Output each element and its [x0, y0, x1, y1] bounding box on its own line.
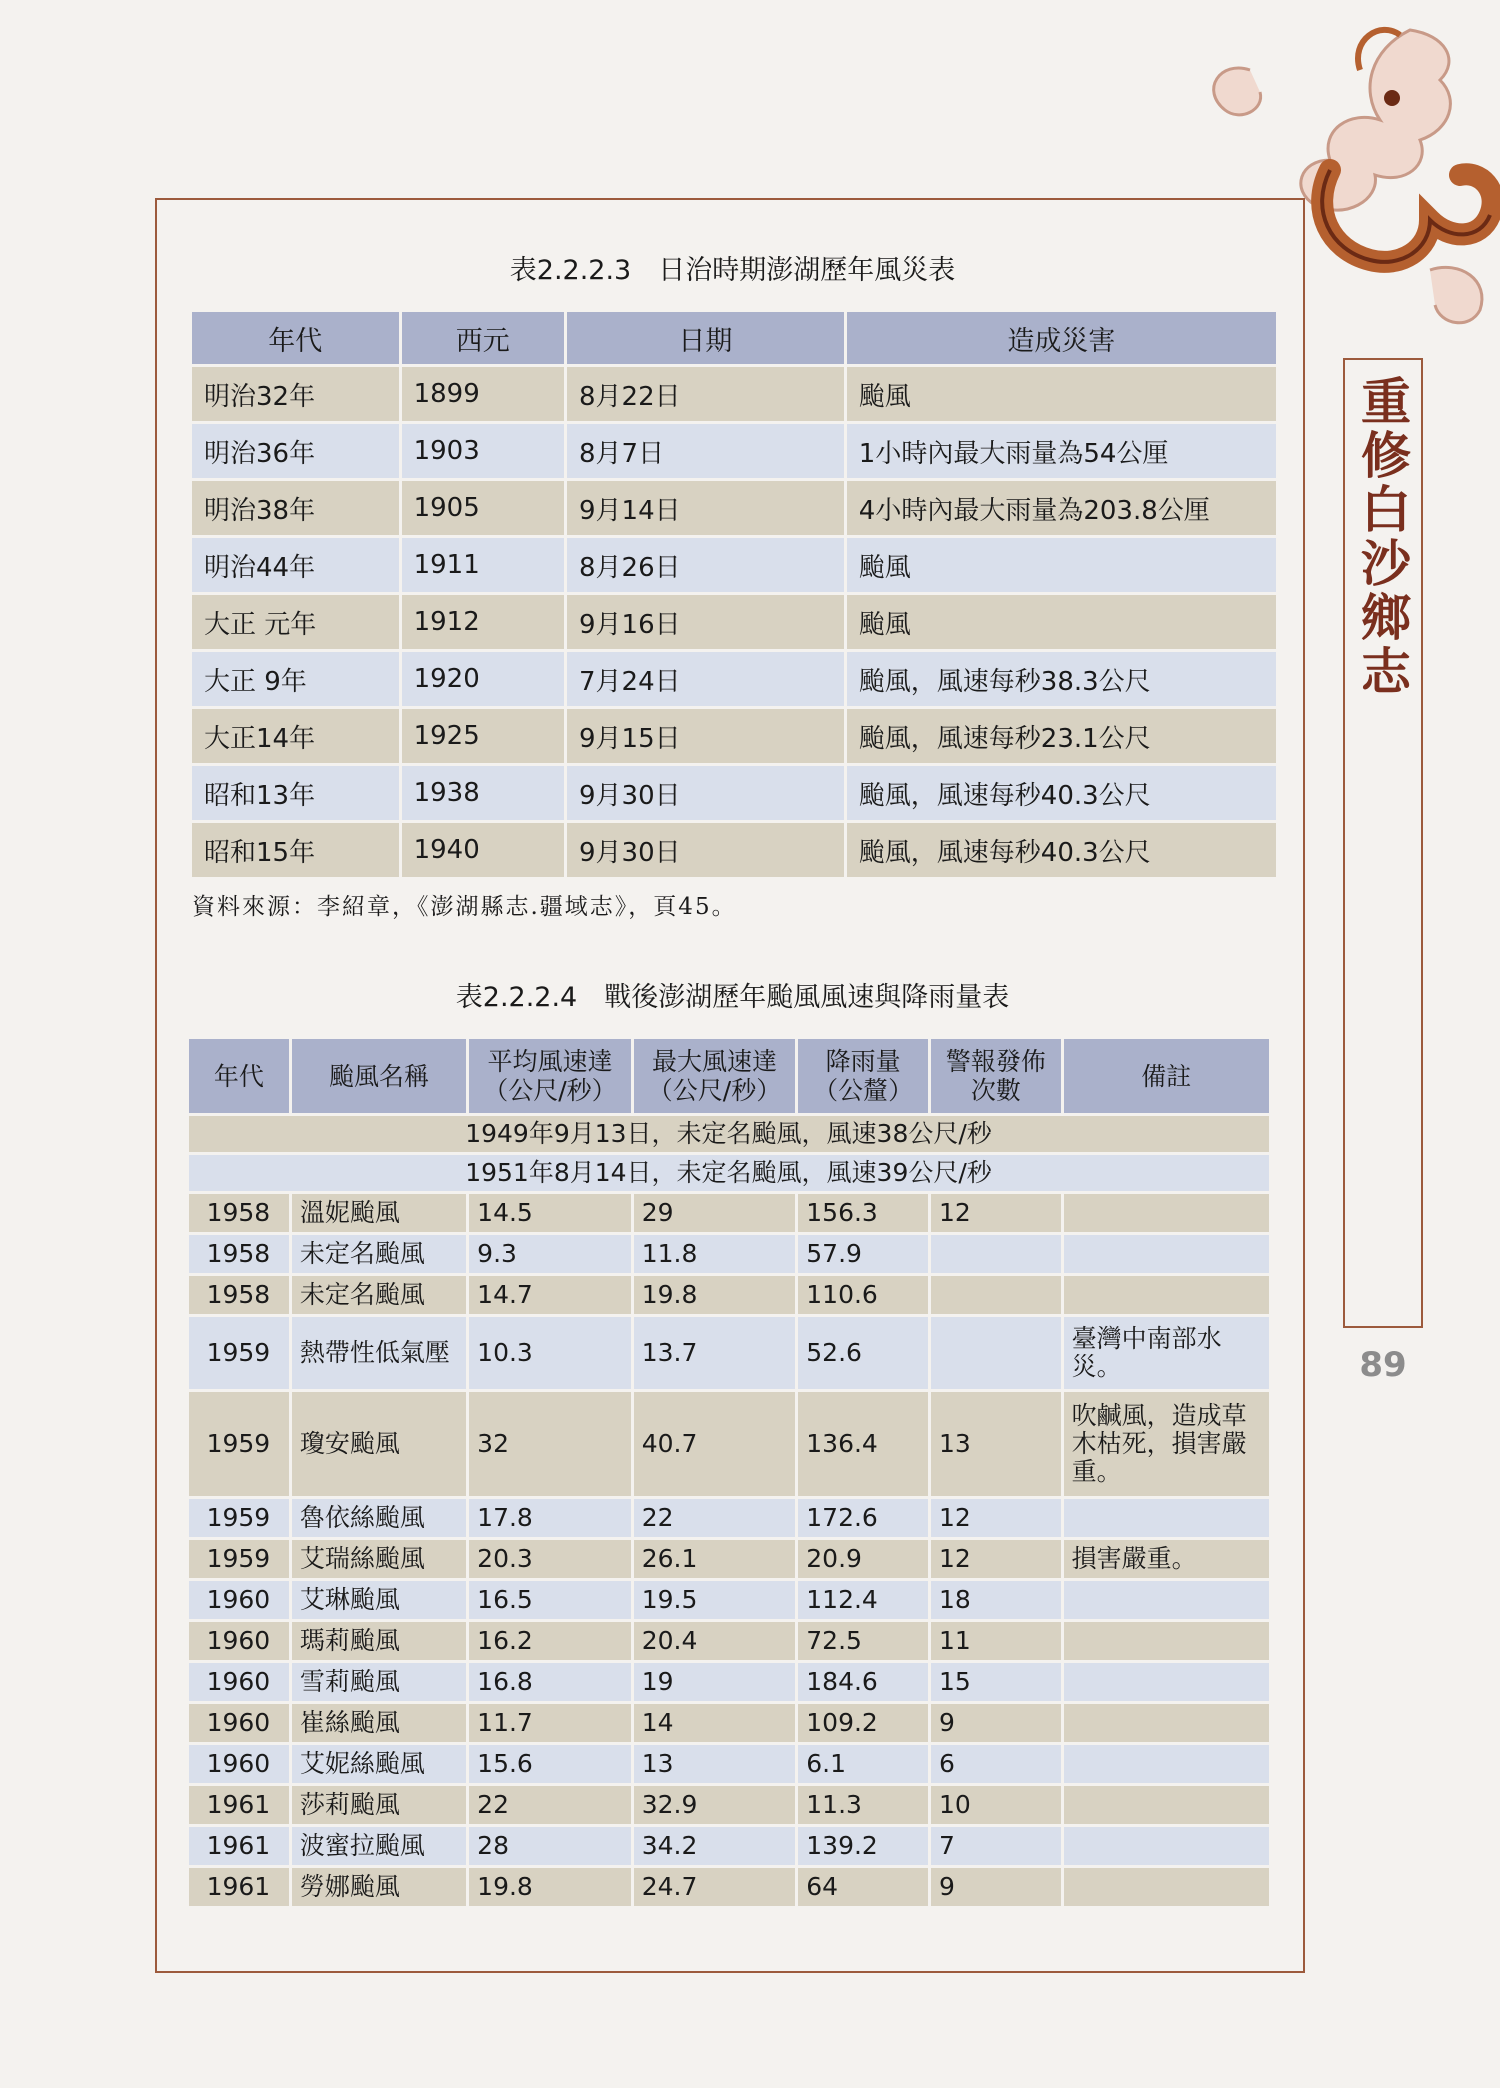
table2-cell — [1064, 1622, 1269, 1660]
table2-cell: 19.5 — [634, 1581, 796, 1619]
table2-cell: 11.3 — [798, 1786, 928, 1824]
table2-cell: 24.7 — [634, 1868, 796, 1906]
table2-header-cell: 年代 — [189, 1039, 289, 1113]
table2-row — [189, 1276, 1269, 1314]
table2-cell: 1959 — [189, 1317, 289, 1389]
table2-cell: 57.9 — [798, 1235, 928, 1273]
table1-cell: 1912 — [402, 595, 564, 649]
table2-cell: 20.3 — [469, 1540, 631, 1578]
table2-row — [189, 1868, 1269, 1906]
table2-cell: 12 — [931, 1540, 1061, 1578]
table1-cell: 明治32年 — [192, 367, 399, 421]
table2-cell: 11.8 — [634, 1235, 796, 1273]
table1-header-cell: 西元 — [402, 312, 564, 364]
table2-cell: 1959 — [189, 1499, 289, 1537]
table2-cell: 184.6 — [798, 1663, 928, 1701]
table2-cell: 22 — [469, 1786, 631, 1824]
table2-cell: 11.7 — [469, 1704, 631, 1742]
table2-cell: 魯依絲颱風 — [292, 1499, 466, 1537]
table1-cell: 9月14日 — [567, 481, 844, 535]
table2-cell: 19 — [634, 1663, 796, 1701]
table2-cell — [1064, 1868, 1269, 1906]
table2-cell — [1064, 1704, 1269, 1742]
table1-cell: 1小時內最大雨量為54公厘 — [847, 424, 1276, 478]
table2-cell: 10 — [931, 1786, 1061, 1824]
table2-cell: 17.8 — [469, 1499, 631, 1537]
table1-cell: 9月30日 — [567, 766, 844, 820]
table2-cell: 112.4 — [798, 1581, 928, 1619]
table2-cell — [1064, 1499, 1269, 1537]
table2-cell: 1960 — [189, 1581, 289, 1619]
table2-cell: 26.1 — [634, 1540, 796, 1578]
table2-cell: 瑪莉颱風 — [292, 1622, 466, 1660]
table2-cell: 64 — [798, 1868, 928, 1906]
table2-span-row — [189, 1155, 1269, 1191]
table2-cell: 熱帶性低氣壓 — [292, 1317, 466, 1389]
table1-row — [192, 652, 1276, 706]
table2-cell: 110.6 — [798, 1276, 928, 1314]
table1-row — [192, 766, 1276, 820]
table2-cell: 15.6 — [469, 1745, 631, 1783]
table1-row — [192, 823, 1276, 877]
table2-cell: 18 — [931, 1581, 1061, 1619]
table2-cell: 9.3 — [469, 1235, 631, 1273]
table2-cell: 勞娜颱風 — [292, 1868, 466, 1906]
table2-cell: 瓊安颱風 — [292, 1392, 466, 1496]
table2-cell: 9 — [931, 1704, 1061, 1742]
table1-row — [192, 424, 1276, 478]
table2-cell: 13 — [634, 1745, 796, 1783]
table2-cell: 20.9 — [798, 1540, 928, 1578]
table2-cell: 7 — [931, 1827, 1061, 1865]
table2-cell: 吹鹹風，造成草木枯死，損害嚴重。 — [1064, 1392, 1269, 1496]
table2-cell: 莎莉颱風 — [292, 1786, 466, 1824]
table2-cell: 臺灣中南部水災。 — [1064, 1317, 1269, 1389]
table2-cell: 1959 — [189, 1540, 289, 1578]
table2-cell: 1960 — [189, 1663, 289, 1701]
table2-cell: 19.8 — [634, 1276, 796, 1314]
table1-cell: 大正 元年 — [192, 595, 399, 649]
table2-cell: 14.5 — [469, 1194, 631, 1232]
table2-cell: 20.4 — [634, 1622, 796, 1660]
table1-cell: 4小時內最大雨量為203.8公厘 — [847, 481, 1276, 535]
table2-row — [189, 1786, 1269, 1824]
table2-cell — [931, 1276, 1061, 1314]
table1-cell: 1911 — [402, 538, 564, 592]
table1-row — [192, 709, 1276, 763]
page-number: 89 — [1359, 1345, 1407, 1385]
table2-cell: 15 — [931, 1663, 1061, 1701]
table2-header-cell: 平均風速達 （公尺/秒） — [469, 1039, 631, 1113]
table1-header-cell: 日期 — [567, 312, 844, 364]
table2-cell — [1064, 1194, 1269, 1232]
table2-cell — [1064, 1581, 1269, 1619]
table2-cell — [1064, 1827, 1269, 1865]
table2-cell: 19.8 — [469, 1868, 631, 1906]
table2-cell: 139.2 — [798, 1827, 928, 1865]
table2-row — [189, 1392, 1269, 1496]
table2-cell: 11 — [931, 1622, 1061, 1660]
table1-cell: 颱風，風速每秒23.1公尺 — [847, 709, 1276, 763]
table1-caption: 表2.2.2.3 日治時期澎湖歷年風災表 — [509, 255, 956, 286]
table2-row — [189, 1663, 1269, 1701]
table1-row — [192, 538, 1276, 592]
book-title: 重修白沙鄉志 — [1353, 375, 1412, 699]
table2-row — [189, 1622, 1269, 1660]
table2-cell — [1064, 1786, 1269, 1824]
table2-cell: 溫妮颱風 — [292, 1194, 466, 1232]
table2-cell: 艾琳颱風 — [292, 1581, 466, 1619]
table2-cell: 1958 — [189, 1194, 289, 1232]
table2-cell: 雪莉颱風 — [292, 1663, 466, 1701]
table2-cell: 1960 — [189, 1704, 289, 1742]
table2-cell: 156.3 — [798, 1194, 928, 1232]
table2-cell: 12 — [931, 1194, 1061, 1232]
table2-cell: 6.1 — [798, 1745, 928, 1783]
table2-row — [189, 1317, 1269, 1389]
table2-cell: 波蜜拉颱風 — [292, 1827, 466, 1865]
table1-cell: 8月7日 — [567, 424, 844, 478]
table1-cell: 1920 — [402, 652, 564, 706]
table2-cell: 14 — [634, 1704, 796, 1742]
table2-cell: 40.7 — [634, 1392, 796, 1496]
table1-cell: 9月15日 — [567, 709, 844, 763]
table2-cell: 1961 — [189, 1786, 289, 1824]
table2-cell — [931, 1235, 1061, 1273]
table1-cell: 1903 — [402, 424, 564, 478]
table1-cell: 昭和15年 — [192, 823, 399, 877]
table1-cell: 明治36年 — [192, 424, 399, 478]
table1-cell: 颱風 — [847, 595, 1276, 649]
table2-row — [189, 1827, 1269, 1865]
table1-cell: 1899 — [402, 367, 564, 421]
table1-cell: 8月22日 — [567, 367, 844, 421]
table2-header-cell: 最大風速達 （公尺/秒） — [634, 1039, 796, 1113]
table2-row — [189, 1194, 1269, 1232]
table2-cell: 29 — [634, 1194, 796, 1232]
table1-cell: 颱風，風速每秒40.3公尺 — [847, 823, 1276, 877]
table2-cell: 52.6 — [798, 1317, 928, 1389]
table1-cell: 9月16日 — [567, 595, 844, 649]
table2-span-cell: 1951年8月14日，未定名颱風，風速39公尺/秒 — [189, 1155, 1269, 1191]
table2-cell: 艾妮絲颱風 — [292, 1745, 466, 1783]
table2-cell: 崔絲颱風 — [292, 1704, 466, 1742]
table-typhoon-postwar — [186, 1036, 1272, 1909]
table2-cell: 12 — [931, 1499, 1061, 1537]
table1-cell: 明治44年 — [192, 538, 399, 592]
table1-row — [192, 481, 1276, 535]
table1-cell: 8月26日 — [567, 538, 844, 592]
table2-row — [189, 1235, 1269, 1273]
table2-cell: 1961 — [189, 1868, 289, 1906]
table1-cell: 昭和13年 — [192, 766, 399, 820]
table2-cell: 6 — [931, 1745, 1061, 1783]
table2-cell: 136.4 — [798, 1392, 928, 1496]
table1-row — [192, 367, 1276, 421]
table1-cell: 1938 — [402, 766, 564, 820]
table2-caption: 表2.2.2.4 戰後澎湖歷年颱風風速與降雨量表 — [455, 982, 1010, 1013]
table2-cell: 22 — [634, 1499, 796, 1537]
table2-cell: 1960 — [189, 1745, 289, 1783]
table2-cell: 32.9 — [634, 1786, 796, 1824]
table2-cell — [1064, 1276, 1269, 1314]
table2-header-cell: 備註 — [1064, 1039, 1269, 1113]
table1-cell: 大正 9年 — [192, 652, 399, 706]
table2-cell: 109.2 — [798, 1704, 928, 1742]
table2-cell: 艾瑞絲颱風 — [292, 1540, 466, 1578]
table2-cell: 未定名颱風 — [292, 1235, 466, 1273]
table1-header-cell: 造成災害 — [847, 312, 1276, 364]
table2-cell: 32 — [469, 1392, 631, 1496]
table2-cell: 9 — [931, 1868, 1061, 1906]
table2-cell: 13 — [931, 1392, 1061, 1496]
dragon-ornament-icon — [1130, 10, 1500, 340]
table2-row — [189, 1581, 1269, 1619]
table2-cell: 1959 — [189, 1392, 289, 1496]
table2-cell: 損害嚴重。 — [1064, 1540, 1269, 1578]
table2-cell — [1064, 1235, 1269, 1273]
table2-cell: 16.2 — [469, 1622, 631, 1660]
table2-row — [189, 1704, 1269, 1742]
table2-cell: 72.5 — [798, 1622, 928, 1660]
table2-header-cell: 警報發佈 次數 — [931, 1039, 1061, 1113]
table2-cell — [1064, 1663, 1269, 1701]
table2-cell: 28 — [469, 1827, 631, 1865]
table2-cell: 34.2 — [634, 1827, 796, 1865]
table2-cell: 1958 — [189, 1235, 289, 1273]
table1-cell: 颱風，風速每秒40.3公尺 — [847, 766, 1276, 820]
table2-cell: 10.3 — [469, 1317, 631, 1389]
table2-span-row — [189, 1116, 1269, 1152]
table1-cell: 大正14年 — [192, 709, 399, 763]
table2-header-cell: 颱風名稱 — [292, 1039, 466, 1113]
table1-header-row — [192, 312, 1276, 364]
table1-cell: 9月30日 — [567, 823, 844, 877]
table2-cell: 14.7 — [469, 1276, 631, 1314]
table1-cell: 1905 — [402, 481, 564, 535]
table2-cell — [931, 1317, 1061, 1389]
table2-header-cell: 降雨量 （公釐） — [798, 1039, 928, 1113]
table1-row — [192, 595, 1276, 649]
table2-header-row — [189, 1039, 1269, 1113]
table1-cell: 明治38年 — [192, 481, 399, 535]
table1-cell: 1925 — [402, 709, 564, 763]
table2-cell: 未定名颱風 — [292, 1276, 466, 1314]
table2-cell: 16.8 — [469, 1663, 631, 1701]
table2-cell: 172.6 — [798, 1499, 928, 1537]
table1-header-cell: 年代 — [192, 312, 399, 364]
table2-cell: 1958 — [189, 1276, 289, 1314]
table1-cell: 颱風 — [847, 538, 1276, 592]
table1-cell: 颱風，風速每秒38.3公尺 — [847, 652, 1276, 706]
table2-cell: 1960 — [189, 1622, 289, 1660]
table2-span-cell: 1949年9月13日，未定名颱風，風速38公尺/秒 — [189, 1116, 1269, 1152]
table2-cell — [1064, 1745, 1269, 1783]
table2-row — [189, 1745, 1269, 1783]
table1-cell: 7月24日 — [567, 652, 844, 706]
table2-row — [189, 1540, 1269, 1578]
table1-source-note: 資料來源：李紹章，《澎湖縣志.疆域志》，頁45。 — [192, 894, 737, 920]
table2-cell: 16.5 — [469, 1581, 631, 1619]
table2-cell: 13.7 — [634, 1317, 796, 1389]
table1-cell: 1940 — [402, 823, 564, 877]
table2-cell: 1961 — [189, 1827, 289, 1865]
table1-cell: 颱風 — [847, 367, 1276, 421]
table2-row — [189, 1499, 1269, 1537]
table-typhoon-japanese-era — [189, 309, 1279, 880]
